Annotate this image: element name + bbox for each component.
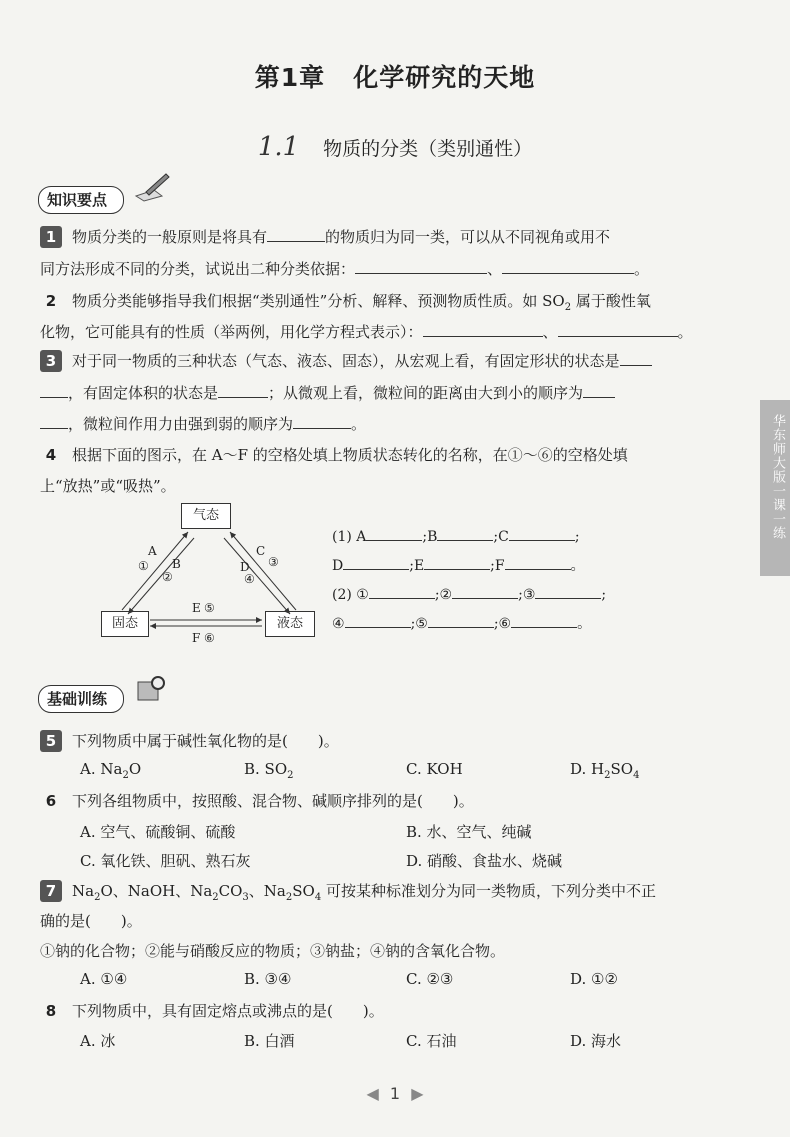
- section-number: 1.1: [257, 132, 300, 162]
- q3-text: ，微粒间作用力由强到弱的顺序为: [68, 415, 294, 433]
- section-heading: [0, 132, 790, 162]
- triangle-left-icon: ◀: [366, 1084, 379, 1103]
- q4-text: 根据下面的图示，在 A～F 的空格处填上物质状态转化的名称，在①～⑥的空格处填: [72, 446, 628, 464]
- page-number-value: 1: [389, 1084, 401, 1103]
- blank[interactable]: [218, 383, 268, 398]
- option-text: C. 氧化铁、胆矾、熟石灰: [80, 852, 251, 870]
- q7-line1: [40, 880, 656, 903]
- q6-option-b[interactable]: [406, 821, 532, 842]
- q7-option-b[interactable]: [244, 970, 291, 988]
- q3-text: ；从微观上看，微粒间的距离由大到小的顺序为: [268, 384, 584, 402]
- q4-text: 上“放热”或“吸热”。: [40, 477, 176, 495]
- q7-text: 、Na: [248, 882, 286, 900]
- blank[interactable]: [583, 383, 615, 398]
- blank[interactable]: [505, 555, 571, 570]
- subscript: 4: [314, 892, 322, 903]
- label-e: E: [192, 601, 201, 615]
- blank[interactable]: [355, 259, 487, 274]
- q1-text: 、: [487, 260, 503, 278]
- section-title: 物质的分类（类别通性）: [323, 138, 533, 160]
- subscript: 2: [94, 892, 101, 903]
- q7-text: 可按某种标准划分为同一类物质，下列分类中不正: [321, 882, 656, 900]
- q5-option-c[interactable]: [406, 760, 463, 778]
- blank[interactable]: [423, 322, 543, 337]
- q7-text: CO: [218, 882, 243, 900]
- label-1: ①: [138, 559, 149, 573]
- subscript: 3: [242, 892, 249, 903]
- q1-text: 物质分类的一般原则是将具有: [72, 228, 268, 246]
- blank[interactable]: [293, 414, 351, 429]
- q5-stem: [40, 730, 339, 752]
- q4-answer-row2: [332, 555, 585, 575]
- q2-text: 、: [542, 323, 558, 341]
- option-text: B. 水、空气、纯碱: [406, 823, 532, 841]
- label-6: ⑥: [204, 631, 215, 645]
- label-2: ②: [162, 570, 173, 584]
- q8-option-a[interactable]: [80, 1030, 115, 1051]
- blank[interactable]: [366, 526, 422, 541]
- q1-text: 的物质归为同一类，可以从不同视角或用不: [325, 228, 611, 246]
- q4-answer-row1: [332, 526, 580, 545]
- q7-line2: [40, 910, 142, 931]
- blank[interactable]: [437, 526, 493, 541]
- answer-label: ;⑥: [493, 616, 512, 632]
- blank[interactable]: [40, 414, 68, 429]
- blank[interactable]: [428, 613, 494, 628]
- subscript: 2: [212, 892, 219, 903]
- blank[interactable]: [343, 555, 409, 570]
- triangle-right-icon: ▶: [411, 1084, 424, 1103]
- transition-arrows: [100, 528, 320, 648]
- answer-label: ;②: [434, 587, 453, 603]
- q7-text: O、NaOH、Na: [100, 882, 213, 900]
- blank[interactable]: [369, 584, 435, 599]
- q7-number: 7: [40, 880, 62, 902]
- subscript: 2: [604, 770, 611, 781]
- q2-line2: [40, 321, 693, 342]
- answer-label: ;B: [422, 529, 438, 545]
- answer-label: ;E: [409, 558, 425, 574]
- subscript: 2: [122, 770, 129, 781]
- q3-text: 。: [351, 415, 367, 433]
- blank[interactable]: [40, 383, 68, 398]
- label-b: B: [172, 557, 181, 571]
- answer-label: ;⑤: [410, 616, 428, 632]
- label-c: C: [256, 544, 266, 558]
- q5-number: 5: [40, 730, 62, 752]
- subscript: 2: [285, 892, 293, 903]
- q8-option-b[interactable]: [244, 1030, 295, 1051]
- subscript: 4: [633, 770, 640, 781]
- q6-number: 6: [45, 792, 57, 810]
- answer-label: ;: [574, 529, 580, 545]
- label-3: ③: [268, 555, 279, 569]
- chapter-title: 化学研究的天地: [353, 63, 536, 92]
- q2-number: 2: [45, 292, 57, 310]
- option-text: D. H: [570, 760, 605, 778]
- blank[interactable]: [558, 322, 678, 337]
- answer-label: (1) A: [332, 529, 367, 545]
- q3-text: 对于同一物质的三种状态（气态、液态、固态），从宏观上看，有固定形状的状态是: [72, 352, 620, 370]
- option-text: B. 白酒: [244, 1032, 295, 1050]
- blank[interactable]: [424, 555, 490, 570]
- option-text: D. 硝酸、食盐水、烧碱: [406, 852, 563, 870]
- answer-label: ;③: [518, 587, 536, 603]
- q7-text: Na: [72, 882, 95, 900]
- option-text: A. Na: [80, 760, 123, 778]
- q2-text: 。: [677, 323, 693, 341]
- label-f: F: [192, 631, 201, 645]
- q7-line3: [40, 940, 505, 961]
- q3-number: 3: [40, 350, 62, 372]
- label-4: ④: [244, 572, 255, 586]
- side-tab-label: 华东师大版一课一练: [770, 414, 785, 540]
- tag-knowledge-label: 知识要点: [47, 191, 108, 209]
- answer-label: 。: [570, 558, 585, 574]
- blank[interactable]: [502, 259, 634, 274]
- option-text: SO: [610, 760, 634, 778]
- answer-label: (2) ①: [332, 587, 369, 603]
- pencil-icon: [132, 172, 170, 202]
- q4-answer-row4: [332, 613, 591, 633]
- answer-label: 。: [577, 616, 592, 632]
- q7-option-c[interactable]: [406, 970, 453, 988]
- chapter-label: 第1章: [254, 63, 326, 92]
- q7-text: SO: [292, 882, 315, 900]
- q4-answer-row3: [332, 584, 606, 603]
- label-5: ⑤: [204, 601, 215, 615]
- blank[interactable]: [452, 584, 518, 599]
- q1-text: 。: [634, 260, 650, 278]
- blank[interactable]: [511, 613, 577, 628]
- q8-number: 8: [45, 1002, 57, 1020]
- q6-stem: [40, 790, 474, 812]
- option-text: C. ②③: [406, 970, 454, 988]
- q7-text: 确的是( )。: [40, 912, 142, 930]
- state-liquid: 液态: [265, 611, 315, 637]
- tag-basic-label: 基础训练: [47, 690, 108, 708]
- magnifier-icon: [132, 674, 170, 704]
- q7-option-d[interactable]: [570, 970, 618, 988]
- page-number: [0, 1084, 790, 1103]
- blank[interactable]: [535, 584, 601, 599]
- q8-text: 下列物质中，具有固定熔点或沸点的是( )。: [72, 1002, 384, 1020]
- q3-line2: [40, 382, 615, 403]
- q1-line1: [40, 226, 610, 248]
- blank[interactable]: [267, 227, 325, 242]
- q6-option-a[interactable]: [80, 821, 235, 842]
- q1-number: 1: [40, 226, 62, 248]
- q6-text: 下列各组物质中，按照酸、混合物、碱顺序排列的是( )。: [72, 792, 474, 810]
- answer-label: ;: [601, 587, 607, 603]
- option-text: C. 石油: [406, 1032, 457, 1050]
- q3-text: ，有固定体积的状态是: [68, 384, 219, 402]
- tag-basic-training: [38, 685, 124, 713]
- q2-text: 化物，它可能具有的性质（举两例，用化学方程式表示）：: [40, 323, 423, 341]
- side-tab: [760, 400, 790, 576]
- q3-line3: [40, 413, 366, 434]
- option-text: A. 空气、硫酸铜、硫酸: [80, 823, 236, 841]
- q7-text: ①钠的化合物；②能与硝酸反应的物质；③钠盐；④钠的含氧化合物。: [40, 942, 506, 960]
- option-text: A. 冰: [80, 1032, 116, 1050]
- q2-line1: [40, 290, 651, 313]
- option-text: B. ③④: [244, 970, 292, 988]
- option-text: B. SO: [244, 760, 288, 778]
- q5-text: 下列物质中属于碱性氧化物的是( )。: [72, 732, 339, 750]
- blank[interactable]: [345, 613, 411, 628]
- subscript: 2: [564, 302, 572, 313]
- q2-text: 属于酸性氧: [571, 292, 651, 310]
- option-text: A. ①④: [80, 970, 128, 988]
- label-a: A: [148, 544, 157, 558]
- blank[interactable]: [620, 351, 652, 366]
- q8-option-d[interactable]: [570, 1030, 621, 1051]
- q4-line1: [40, 444, 628, 466]
- q5-option-b[interactable]: [244, 760, 294, 781]
- label-d: D: [240, 560, 250, 574]
- answer-label: ;C: [493, 529, 509, 545]
- q7-option-a[interactable]: [80, 970, 127, 988]
- q2-text: 物质分类能够指导我们根据“类别通性”分析、解释、预测物质性质。如 SO: [72, 292, 565, 310]
- q5-option-d[interactable]: [570, 760, 639, 781]
- blank[interactable]: [509, 526, 575, 541]
- answer-label: ;F: [490, 558, 505, 574]
- state-solid: 固态: [101, 611, 149, 637]
- q4-line2: [40, 475, 176, 496]
- chapter-heading: [0, 58, 790, 94]
- q8-stem: [40, 1000, 384, 1022]
- q6-option-c[interactable]: [80, 850, 250, 871]
- tag-knowledge-points: [38, 186, 124, 214]
- q8-option-c[interactable]: [406, 1030, 456, 1051]
- answer-label: D: [332, 558, 344, 574]
- q1-text: 同方法形成不同的分类，试说出二种分类依据：: [40, 260, 356, 278]
- option-text: D. 海水: [570, 1032, 622, 1050]
- state-gas: 气态: [181, 503, 231, 529]
- subscript: 2: [287, 770, 294, 781]
- q5-option-a[interactable]: [80, 760, 141, 781]
- q3-line1: [40, 350, 652, 372]
- q6-option-d[interactable]: [406, 850, 562, 871]
- option-text: D. ①②: [570, 970, 618, 988]
- option-text: O: [128, 760, 142, 778]
- answer-label: ④: [332, 616, 345, 632]
- q4-number: 4: [45, 446, 57, 464]
- q1-line2: [40, 258, 649, 279]
- option-text: C. KOH: [406, 760, 463, 778]
